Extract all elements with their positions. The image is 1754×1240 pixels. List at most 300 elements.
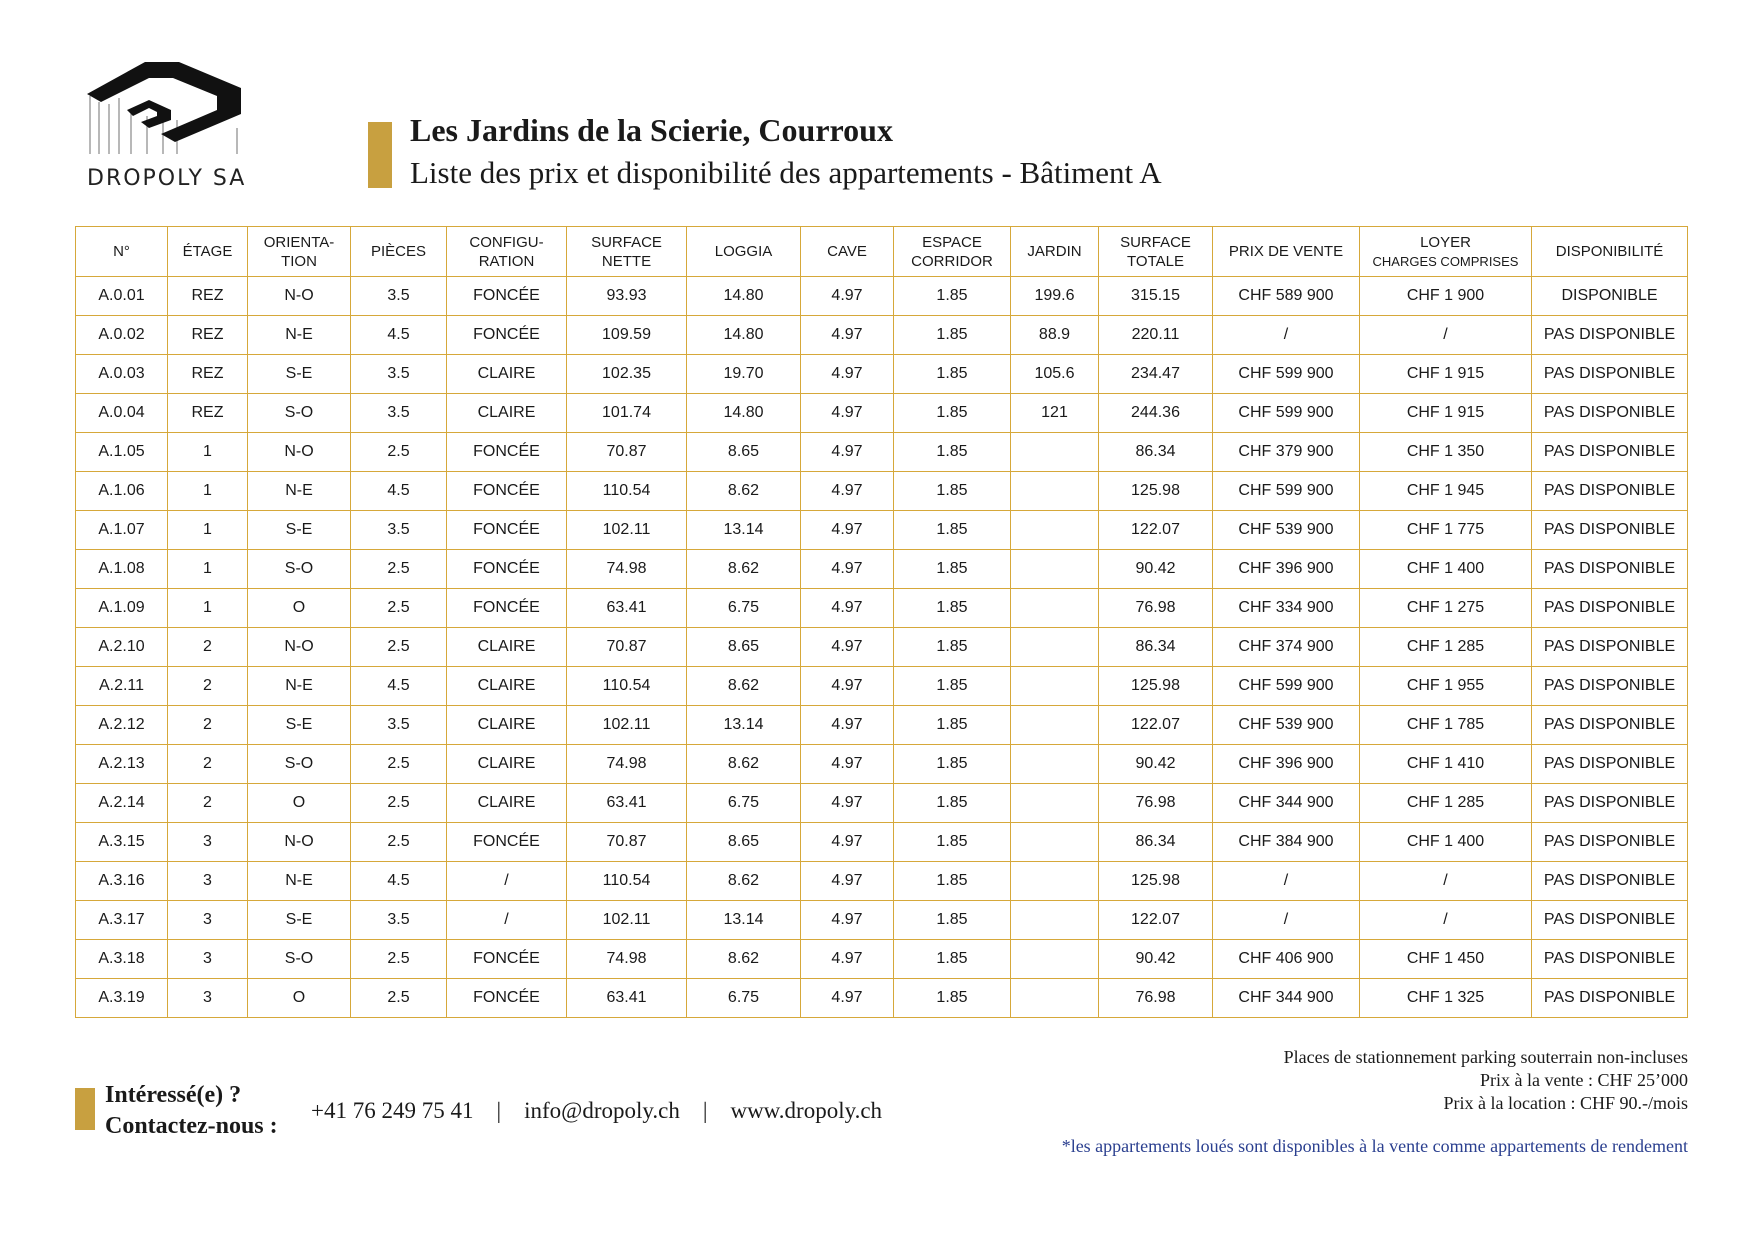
cell-prix-de-vente: CHF 396 900: [1213, 745, 1360, 784]
cell-orientation: S-E: [248, 511, 351, 550]
cell-numero: A.3.18: [76, 940, 168, 979]
cell-jardin: [1011, 979, 1099, 1018]
cell-cave: 4.97: [801, 355, 894, 394]
cell-jardin: [1011, 511, 1099, 550]
cell-surface-nette: 102.11: [567, 706, 687, 745]
cell-loggia: 13.14: [687, 511, 801, 550]
cell-loyer: CHF 1 955: [1360, 667, 1532, 706]
separator-2: |: [702, 1098, 708, 1123]
cell-espace-corridor: 1.85: [894, 472, 1011, 511]
price-availability-table: [75, 226, 1688, 1018]
cell-prix-de-vente: CHF 539 900: [1213, 511, 1360, 550]
cell-disponibilite: PAS DISPONIBLE: [1532, 823, 1688, 862]
cell-surface-nette: 109.59: [567, 316, 687, 355]
cell-surface-totale: 125.98: [1099, 862, 1213, 901]
cell-configuration: FONCÉE: [447, 940, 567, 979]
cell-cave: 4.97: [801, 589, 894, 628]
cell-surface-nette: 74.98: [567, 745, 687, 784]
header-etage: ÉTAGE: [168, 227, 248, 277]
cell-surface-nette: 110.54: [567, 862, 687, 901]
cell-jardin: 88.9: [1011, 316, 1099, 355]
cell-prix-de-vente: CHF 599 900: [1213, 355, 1360, 394]
table-row: [76, 277, 1688, 316]
cell-loggia: 14.80: [687, 316, 801, 355]
cell-disponibilite: PAS DISPONIBLE: [1532, 706, 1688, 745]
cell-etage: REZ: [168, 394, 248, 433]
cell-disponibilite: PAS DISPONIBLE: [1532, 433, 1688, 472]
table-row: [76, 355, 1688, 394]
brand-name: DROPOLY SA: [87, 166, 247, 191]
cell-prix-de-vente: CHF 379 900: [1213, 433, 1360, 472]
cell-loyer: CHF 1 410: [1360, 745, 1532, 784]
cell-etage: 3: [168, 901, 248, 940]
cell-jardin: [1011, 745, 1099, 784]
cell-orientation: S-O: [248, 745, 351, 784]
table-row: [76, 628, 1688, 667]
cell-configuration: /: [447, 862, 567, 901]
cell-pieces: 2.5: [351, 979, 447, 1018]
cell-disponibilite: PAS DISPONIBLE: [1532, 589, 1688, 628]
cell-loggia: 8.62: [687, 862, 801, 901]
header-prix-de-vente: PRIX DE VENTE: [1213, 227, 1360, 277]
table-row: [76, 745, 1688, 784]
cell-surface-nette: 63.41: [567, 979, 687, 1018]
cell-surface-totale: 86.34: [1099, 823, 1213, 862]
cell-surface-nette: 63.41: [567, 784, 687, 823]
cell-espace-corridor: 1.85: [894, 862, 1011, 901]
cell-orientation: S-O: [248, 394, 351, 433]
rental-footnote: *les appartements loués sont disponibles à la vente comme appartements de rendement: [1061, 1136, 1688, 1156]
cell-surface-totale: 76.98: [1099, 589, 1213, 628]
separator-1: |: [496, 1098, 502, 1123]
cell-pieces: 3.5: [351, 394, 447, 433]
cell-jardin: 199.6: [1011, 277, 1099, 316]
contact-label: [105, 1080, 278, 1142]
cell-prix-de-vente: CHF 374 900: [1213, 628, 1360, 667]
cell-configuration: FONCÉE: [447, 511, 567, 550]
cell-espace-corridor: 1.85: [894, 667, 1011, 706]
cell-configuration: FONCÉE: [447, 277, 567, 316]
cell-prix-de-vente: CHF 539 900: [1213, 706, 1360, 745]
cell-loggia: 14.80: [687, 394, 801, 433]
cell-numero: A.0.02: [76, 316, 168, 355]
cell-configuration: CLAIRE: [447, 784, 567, 823]
cell-cave: 4.97: [801, 667, 894, 706]
cell-disponibilite: PAS DISPONIBLE: [1532, 784, 1688, 823]
cell-surface-nette: 102.35: [567, 355, 687, 394]
cell-orientation: O: [248, 784, 351, 823]
cell-pieces: 4.5: [351, 316, 447, 355]
cell-surface-totale: 76.98: [1099, 784, 1213, 823]
cell-surface-nette: 110.54: [567, 667, 687, 706]
cell-surface-nette: 101.74: [567, 394, 687, 433]
cell-surface-nette: 93.93: [567, 277, 687, 316]
cell-orientation: O: [248, 979, 351, 1018]
cell-etage: 1: [168, 433, 248, 472]
cell-configuration: CLAIRE: [447, 394, 567, 433]
cell-configuration: FONCÉE: [447, 589, 567, 628]
cell-configuration: FONCÉE: [447, 316, 567, 355]
table-row: [76, 550, 1688, 589]
cell-disponibilite: PAS DISPONIBLE: [1532, 511, 1688, 550]
cell-configuration: CLAIRE: [447, 628, 567, 667]
cell-cave: 4.97: [801, 784, 894, 823]
table-row: [76, 940, 1688, 979]
cell-surface-totale: 86.34: [1099, 628, 1213, 667]
cell-cave: 4.97: [801, 316, 894, 355]
cell-cave: 4.97: [801, 511, 894, 550]
table-row: [76, 316, 1688, 355]
contact-label-line2: Contactez-nous :: [105, 1113, 278, 1139]
cell-loggia: 13.14: [687, 706, 801, 745]
cell-pieces: 3.5: [351, 355, 447, 394]
cell-espace-corridor: 1.85: [894, 628, 1011, 667]
cell-cave: 4.97: [801, 979, 894, 1018]
cell-surface-totale: 122.07: [1099, 511, 1213, 550]
cell-disponibilite: PAS DISPONIBLE: [1532, 316, 1688, 355]
contact-label-line1: Intéressé(e) ?: [105, 1082, 242, 1108]
cell-jardin: [1011, 784, 1099, 823]
cell-prix-de-vente: CHF 589 900: [1213, 277, 1360, 316]
contact-email-link[interactable]: info@dropoly.ch: [524, 1098, 680, 1123]
cell-orientation: S-E: [248, 901, 351, 940]
cell-espace-corridor: 1.85: [894, 550, 1011, 589]
cell-prix-de-vente: CHF 406 900: [1213, 940, 1360, 979]
cell-orientation: S-O: [248, 940, 351, 979]
cell-loyer: CHF 1 450: [1360, 940, 1532, 979]
cell-espace-corridor: 1.85: [894, 823, 1011, 862]
cell-numero: A.1.09: [76, 589, 168, 628]
cell-surface-totale: 90.42: [1099, 940, 1213, 979]
cell-pieces: 2.5: [351, 745, 447, 784]
cell-etage: REZ: [168, 277, 248, 316]
cell-configuration: FONCÉE: [447, 979, 567, 1018]
cell-orientation: O: [248, 589, 351, 628]
header-configuration: CONFIGU- RATION: [447, 227, 567, 277]
cell-etage: 2: [168, 706, 248, 745]
cell-prix-de-vente: CHF 599 900: [1213, 667, 1360, 706]
cell-etage: 1: [168, 472, 248, 511]
cell-jardin: [1011, 589, 1099, 628]
cell-loggia: 8.62: [687, 745, 801, 784]
cell-numero: A.3.16: [76, 862, 168, 901]
cell-jardin: [1011, 862, 1099, 901]
cell-numero: A.3.17: [76, 901, 168, 940]
cell-etage: 1: [168, 550, 248, 589]
title-accent-bar: [368, 122, 392, 188]
cell-configuration: FONCÉE: [447, 433, 567, 472]
cell-surface-nette: 102.11: [567, 901, 687, 940]
cell-loggia: 19.70: [687, 355, 801, 394]
table-body: [76, 277, 1688, 1018]
cell-configuration: FONCÉE: [447, 472, 567, 511]
cell-orientation: S-O: [248, 550, 351, 589]
cell-etage: REZ: [168, 316, 248, 355]
cell-etage: 3: [168, 862, 248, 901]
cell-etage: 3: [168, 940, 248, 979]
cell-prix-de-vente: /: [1213, 862, 1360, 901]
header-numero: N°: [76, 227, 168, 277]
cell-orientation: S-E: [248, 355, 351, 394]
cell-loggia: 8.65: [687, 433, 801, 472]
cell-etage: 3: [168, 823, 248, 862]
cell-prix-de-vente: /: [1213, 901, 1360, 940]
cell-pieces: 3.5: [351, 706, 447, 745]
cell-pieces: 2.5: [351, 628, 447, 667]
cell-pieces: 2.5: [351, 940, 447, 979]
cell-loggia: 8.62: [687, 667, 801, 706]
cell-orientation: N-O: [248, 277, 351, 316]
cell-cave: 4.97: [801, 394, 894, 433]
cell-configuration: CLAIRE: [447, 667, 567, 706]
cell-espace-corridor: 1.85: [894, 745, 1011, 784]
contact-details: [311, 1098, 882, 1124]
cell-espace-corridor: 1.85: [894, 940, 1011, 979]
cell-orientation: N-O: [248, 433, 351, 472]
cell-pieces: 4.5: [351, 667, 447, 706]
cell-surface-nette: 63.41: [567, 589, 687, 628]
table-row: [76, 862, 1688, 901]
cell-numero: A.2.14: [76, 784, 168, 823]
cell-jardin: [1011, 628, 1099, 667]
cell-surface-totale: 122.07: [1099, 901, 1213, 940]
cell-disponibilite: PAS DISPONIBLE: [1532, 355, 1688, 394]
cell-espace-corridor: 1.85: [894, 394, 1011, 433]
cell-cave: 4.97: [801, 277, 894, 316]
cell-numero: A.2.11: [76, 667, 168, 706]
cell-cave: 4.97: [801, 862, 894, 901]
cell-espace-corridor: 1.85: [894, 511, 1011, 550]
cell-surface-totale: 234.47: [1099, 355, 1213, 394]
cell-surface-totale: 315.15: [1099, 277, 1213, 316]
cell-disponibilite: PAS DISPONIBLE: [1532, 472, 1688, 511]
header-pieces: PIÈCES: [351, 227, 447, 277]
cell-surface-totale: 90.42: [1099, 745, 1213, 784]
cell-orientation: N-E: [248, 472, 351, 511]
table-row: [76, 667, 1688, 706]
cell-loyer: CHF 1 915: [1360, 355, 1532, 394]
cell-prix-de-vente: CHF 599 900: [1213, 394, 1360, 433]
cell-cave: 4.97: [801, 745, 894, 784]
header-loyer: LOYER CHARGES COMPRISES: [1360, 227, 1532, 277]
cell-prix-de-vente: CHF 334 900: [1213, 589, 1360, 628]
cell-surface-nette: 70.87: [567, 823, 687, 862]
cell-loyer: CHF 1 400: [1360, 823, 1532, 862]
cell-loyer: CHF 1 775: [1360, 511, 1532, 550]
cell-loyer: CHF 1 275: [1360, 589, 1532, 628]
parking-note: Places de stationnement parking souterrain non-incluses: [1283, 1047, 1688, 1067]
cell-disponibilite: PAS DISPONIBLE: [1532, 979, 1688, 1018]
cell-prix-de-vente: CHF 599 900: [1213, 472, 1360, 511]
header-surface-totale: SURFACE TOTALE: [1099, 227, 1213, 277]
table-row: [76, 472, 1688, 511]
cell-cave: 4.97: [801, 823, 894, 862]
cell-disponibilite: PAS DISPONIBLE: [1532, 940, 1688, 979]
cell-disponibilite: PAS DISPONIBLE: [1532, 745, 1688, 784]
cell-loyer: CHF 1 915: [1360, 394, 1532, 433]
cell-cave: 4.97: [801, 628, 894, 667]
cell-orientation: S-E: [248, 706, 351, 745]
cell-jardin: [1011, 667, 1099, 706]
cell-pieces: 3.5: [351, 277, 447, 316]
cell-pieces: 4.5: [351, 472, 447, 511]
cell-surface-totale: 122.07: [1099, 706, 1213, 745]
cell-disponibilite: PAS DISPONIBLE: [1532, 862, 1688, 901]
header-loggia: LOGGIA: [687, 227, 801, 277]
cell-jardin: [1011, 823, 1099, 862]
cell-jardin: 121: [1011, 394, 1099, 433]
cell-loggia: 6.75: [687, 979, 801, 1018]
cell-surface-nette: 74.98: [567, 550, 687, 589]
header-surface-nette: SURFACE NETTE: [567, 227, 687, 277]
contact-phone[interactable]: +41 76 249 75 41: [311, 1098, 474, 1123]
cell-loyer: CHF 1 900: [1360, 277, 1532, 316]
cell-etage: 1: [168, 589, 248, 628]
parking-rent-price: Prix à la location : CHF 90.-/mois: [1443, 1093, 1688, 1113]
cell-numero: A.0.01: [76, 277, 168, 316]
cell-espace-corridor: 1.85: [894, 316, 1011, 355]
cell-orientation: N-O: [248, 823, 351, 862]
page-subtitle: Liste des prix et disponibilité des appartements - Bâtiment A: [410, 155, 1162, 190]
cell-orientation: N-O: [248, 628, 351, 667]
cell-espace-corridor: 1.85: [894, 706, 1011, 745]
cell-pieces: 2.5: [351, 550, 447, 589]
cell-pieces: 4.5: [351, 862, 447, 901]
cell-orientation: N-E: [248, 862, 351, 901]
cell-numero: A.1.07: [76, 511, 168, 550]
cell-loyer: /: [1360, 862, 1532, 901]
cell-prix-de-vente: CHF 344 900: [1213, 979, 1360, 1018]
cell-loyer: /: [1360, 316, 1532, 355]
cell-loyer: CHF 1 400: [1360, 550, 1532, 589]
cell-pieces: 2.5: [351, 823, 447, 862]
cell-surface-nette: 110.54: [567, 472, 687, 511]
cell-surface-totale: 76.98: [1099, 979, 1213, 1018]
table-row: [76, 784, 1688, 823]
cell-surface-totale: 90.42: [1099, 550, 1213, 589]
cell-loyer: CHF 1 285: [1360, 628, 1532, 667]
cell-etage: 2: [168, 784, 248, 823]
cell-loggia: 8.65: [687, 823, 801, 862]
cell-loyer: CHF 1 325: [1360, 979, 1532, 1018]
cell-espace-corridor: 1.85: [894, 277, 1011, 316]
cell-loggia: 14.80: [687, 277, 801, 316]
table-row: [76, 394, 1688, 433]
contact-website-link[interactable]: www.dropoly.ch: [730, 1098, 883, 1123]
cell-loyer: CHF 1 350: [1360, 433, 1532, 472]
cell-etage: 2: [168, 745, 248, 784]
cell-etage: 2: [168, 667, 248, 706]
cell-jardin: [1011, 901, 1099, 940]
cell-cave: 4.97: [801, 940, 894, 979]
cell-surface-totale: 220.11: [1099, 316, 1213, 355]
cell-configuration: CLAIRE: [447, 706, 567, 745]
header-orientation: ORIENTA- TION: [248, 227, 351, 277]
cell-espace-corridor: 1.85: [894, 355, 1011, 394]
cell-cave: 4.97: [801, 706, 894, 745]
cell-surface-nette: 70.87: [567, 628, 687, 667]
cell-surface-totale: 86.34: [1099, 433, 1213, 472]
cell-surface-totale: 125.98: [1099, 667, 1213, 706]
table-row: [76, 589, 1688, 628]
cell-orientation: N-E: [248, 667, 351, 706]
cell-disponibilite: PAS DISPONIBLE: [1532, 628, 1688, 667]
cell-cave: 4.97: [801, 550, 894, 589]
cell-pieces: 2.5: [351, 589, 447, 628]
cell-prix-de-vente: /: [1213, 316, 1360, 355]
cell-prix-de-vente: CHF 344 900: [1213, 784, 1360, 823]
cell-disponibilite: PAS DISPONIBLE: [1532, 901, 1688, 940]
table-row: [76, 823, 1688, 862]
table-row: [76, 901, 1688, 940]
table-row: [76, 706, 1688, 745]
cell-disponibilite: PAS DISPONIBLE: [1532, 550, 1688, 589]
cell-loyer: CHF 1 945: [1360, 472, 1532, 511]
cell-jardin: [1011, 550, 1099, 589]
table-row: [76, 511, 1688, 550]
cell-jardin: [1011, 706, 1099, 745]
cell-configuration: /: [447, 901, 567, 940]
contact-accent-bar: [75, 1088, 95, 1130]
cell-pieces: 3.5: [351, 511, 447, 550]
cell-loggia: 8.62: [687, 472, 801, 511]
cell-configuration: CLAIRE: [447, 355, 567, 394]
cell-loyer: CHF 1 785: [1360, 706, 1532, 745]
cell-loggia: 6.75: [687, 784, 801, 823]
cell-surface-totale: 125.98: [1099, 472, 1213, 511]
cell-jardin: [1011, 940, 1099, 979]
cell-prix-de-vente: CHF 396 900: [1213, 550, 1360, 589]
cell-orientation: N-E: [248, 316, 351, 355]
cell-loyer: /: [1360, 901, 1532, 940]
cell-pieces: 3.5: [351, 901, 447, 940]
cell-jardin: [1011, 472, 1099, 511]
cell-loggia: 8.62: [687, 550, 801, 589]
cell-numero: A.1.05: [76, 433, 168, 472]
cell-espace-corridor: 1.85: [894, 433, 1011, 472]
header-espace-corridor: ESPACE CORRIDOR: [894, 227, 1011, 277]
cell-configuration: FONCÉE: [447, 550, 567, 589]
cell-numero: A.0.03: [76, 355, 168, 394]
cell-pieces: 2.5: [351, 433, 447, 472]
cell-espace-corridor: 1.85: [894, 979, 1011, 1018]
cell-configuration: CLAIRE: [447, 745, 567, 784]
brand-logo: [82, 58, 262, 198]
cell-disponibilite: PAS DISPONIBLE: [1532, 667, 1688, 706]
cell-etage: 3: [168, 979, 248, 1018]
cell-cave: 4.97: [801, 901, 894, 940]
cell-jardin: 105.6: [1011, 355, 1099, 394]
page-title: Les Jardins de la Scierie, Courroux: [410, 112, 893, 148]
cell-numero: A.2.10: [76, 628, 168, 667]
cell-cave: 4.97: [801, 472, 894, 511]
cell-loggia: 6.75: [687, 589, 801, 628]
cell-espace-corridor: 1.85: [894, 589, 1011, 628]
cell-surface-nette: 102.11: [567, 511, 687, 550]
cell-disponibilite: PAS DISPONIBLE: [1532, 394, 1688, 433]
header-jardin: JARDIN: [1011, 227, 1099, 277]
cell-numero: A.1.08: [76, 550, 168, 589]
parking-info: [1284, 1046, 1688, 1115]
cell-numero: A.3.15: [76, 823, 168, 862]
cell-surface-totale: 244.36: [1099, 394, 1213, 433]
header-cave: CAVE: [801, 227, 894, 277]
cell-numero: A.2.13: [76, 745, 168, 784]
cell-espace-corridor: 1.85: [894, 901, 1011, 940]
cell-loggia: 13.14: [687, 901, 801, 940]
dropoly-logo-icon: [87, 58, 247, 158]
cell-loggia: 8.65: [687, 628, 801, 667]
